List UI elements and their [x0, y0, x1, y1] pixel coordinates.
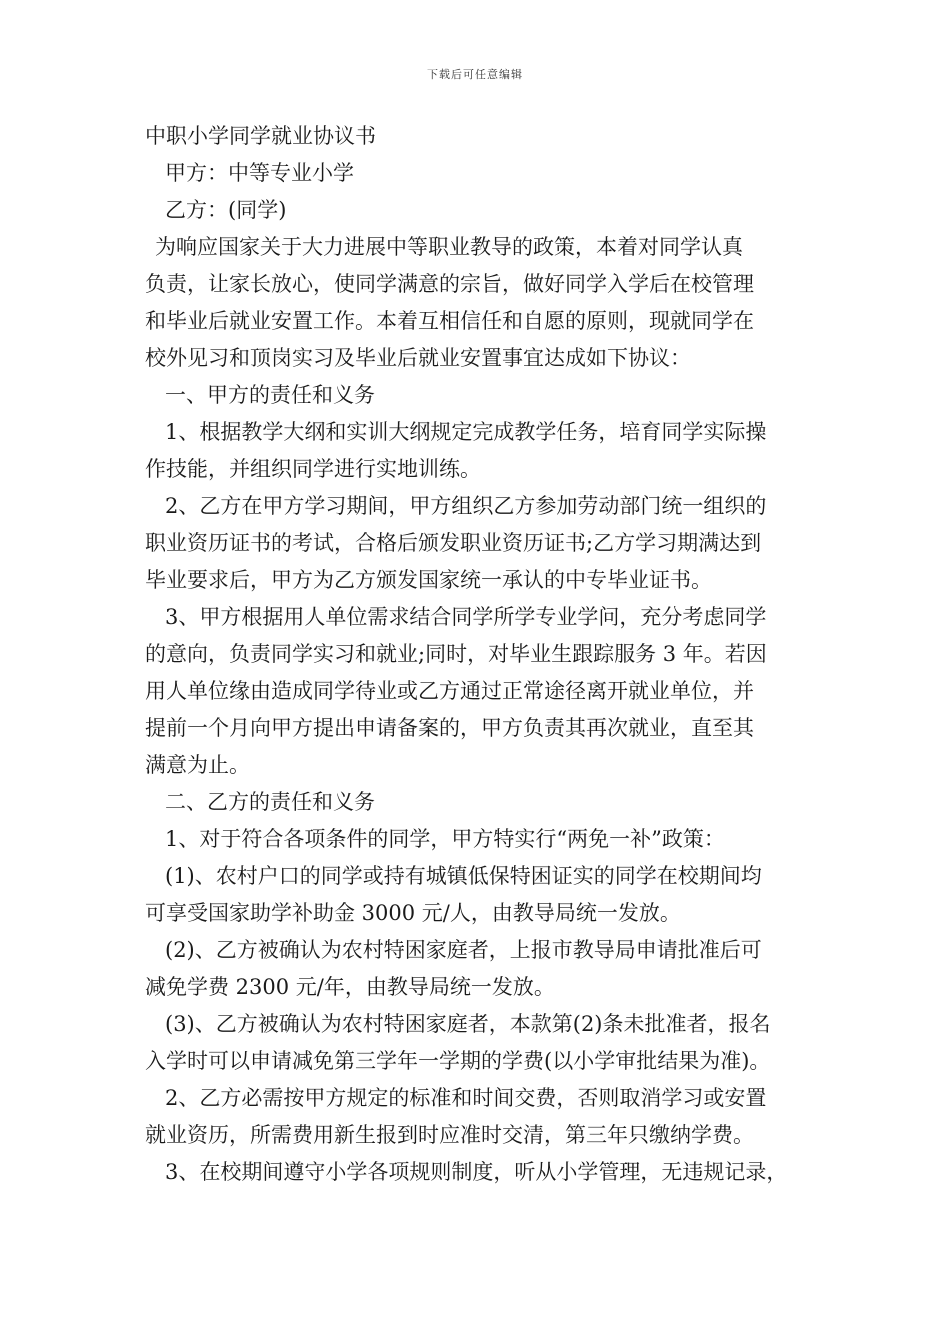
text-line: 3、甲方根据用人单位需求结合同学所学专业学问，充分考虑同学 — [165, 605, 767, 629]
text-line: 甲方：中等专业小学 — [165, 161, 354, 185]
text-line: 为响应国家关于大力进展中等职业教导的政策，本着对同学认真 — [155, 235, 743, 259]
text-line: 1、根据教学大纲和实训大纲规定完成教学任务，培育同学实际操 — [165, 420, 767, 444]
text-line: 3、在校期间遵守小学各项规则制度，听从小学管理，无违规记录， — [165, 1160, 788, 1184]
text-line: 2、乙方必需按甲方规定的标准和时间交费，否则取消学习或安置 — [165, 1086, 767, 1110]
text-line: 二、乙方的责任和义务 — [165, 790, 375, 814]
text-line: 可享受国家助学补助金 3000 元/人，由教导局统一发放。 — [145, 901, 681, 925]
text-line: 2、乙方在甲方学习期间，甲方组织乙方参加劳动部门统一组织的 — [165, 494, 767, 518]
text-line: 用人单位缘由造成同学待业或乙方通过正常途径离开就业单位，并 — [145, 679, 754, 703]
header-note: 下载后可任意编辑 — [427, 68, 523, 81]
text-line: 满意为止。 — [145, 753, 250, 777]
text-line: 1、对于符合各项条件的同学，甲方特实行“两免一补”政策： — [165, 827, 725, 851]
text-line: 乙方：(同学) — [165, 198, 287, 222]
text-line: 和毕业后就业安置工作。本着互相信任和自愿的原则，现就同学在 — [145, 309, 754, 333]
text-line: (1)、农村户口的同学或持有城镇低保特困证实的同学在校期间均 — [165, 864, 762, 888]
text-line: 作技能，并组织同学进行实地训练。 — [145, 457, 481, 481]
text-line: 职业资历证书的考试，合格后颁发职业资历证书;乙方学习期满达到 — [145, 531, 762, 555]
text-line: 入学时可以申请减免第三学年一学期的学费(以小学审批结果为准)。 — [145, 1049, 771, 1073]
document-body — [145, 118, 817, 1191]
document-title: 中职小学同学就业协议书 — [145, 124, 376, 148]
text-line: (2)、乙方被确认为农村特困家庭者，上报市教导局申请批准后可 — [165, 938, 762, 962]
text-line: 负责，让家长放心，使同学满意的宗旨，做好同学入学后在校管理 — [145, 272, 754, 296]
text-line: 减免学费 2300 元/年，由教导局统一发放。 — [145, 975, 555, 999]
text-line: 毕业要求后，甲方为乙方颁发国家统一承认的中专毕业证书。 — [145, 568, 712, 592]
text-line: 的意向，负责同学实习和就业;同时，对毕业生跟踪服务 3 年。若因 — [145, 642, 767, 666]
text-line: 一、甲方的责任和义务 — [165, 383, 375, 407]
text-line: 校外见习和顶岗实习及毕业后就业安置事宜达成如下协议： — [145, 346, 691, 370]
text-line: 就业资历，所需费用新生报到时应准时交清，第三年只缴纳学费。 — [145, 1123, 754, 1147]
text-line: (3)、乙方被确认为农村特困家庭者，本款第(2)条未批准者，报名 — [165, 1012, 771, 1036]
text-line: 提前一个月向甲方提出申请备案的，甲方负责其再次就业，直至其 — [145, 716, 754, 740]
